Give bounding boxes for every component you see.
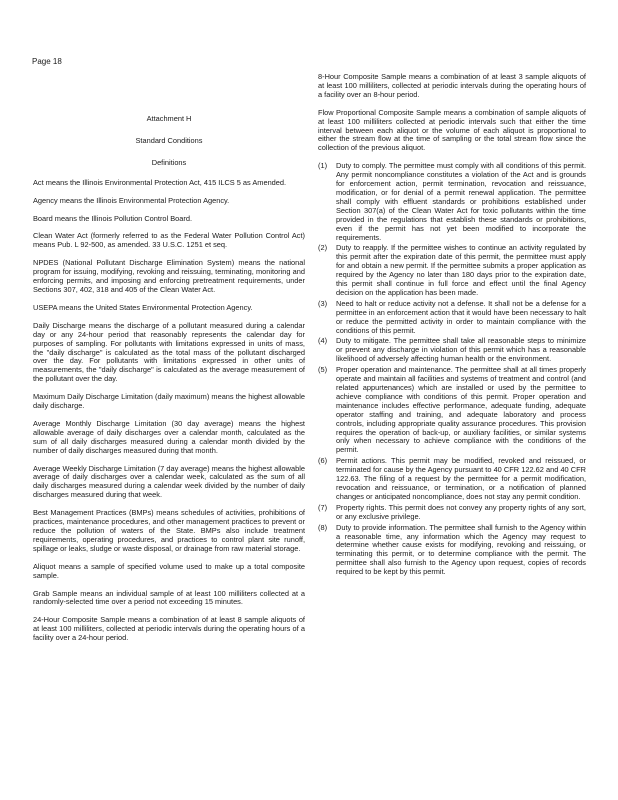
definition-text: means the Illinois Environmental Protection Agency. [57,195,230,205]
condition-text: It shall not be a defense for a permittee in an enforcement action that it would have been necessary to halt or reduce the permitted activity in order to maintain compliance with the conditions of this permit. [336,298,587,335]
definition [33,616,305,643]
definition-term: Average Weekly Discharge Limitation [33,463,156,473]
condition-item [318,524,586,577]
definition-term: Maximum Daily Discharge Limitation [33,392,153,402]
definition-text: (7 day average) means the highest allowable average of daily discharges over a calendar week, calculated as the sum of all daily discharges measured during a calendar week divided by the number of daily discharges measured during that week. [33,463,305,500]
definition-text: means the discharge of a pollutant measured during a calendar day or any 24-hour period that reasonably represents the calendar day for purposes of sampling. For pollutants with limitations expressed in units of mass, the "daily discharge" is calculated as the total mass of the pollutant discharged over the day. For pollutants with limitations expressed in other units of measurements, the "daily discharge" is calculated as the average measurement of the pollutant over the day. [33,320,305,384]
definition-text: means a combination of at least 8 sample aliquots of at least 100 milliliters, collected at periodic intervals during the operating hours of a facility over a 24-hour period. [33,615,305,643]
condition-number: (8) [318,522,328,532]
definition-term: Clean Water Act [33,231,88,241]
condition-item [318,457,586,502]
condition-item [318,300,586,336]
definition-term: Agency [33,195,58,205]
definition [33,304,305,313]
condition-title: Duty to reapply. [336,243,389,253]
definition [33,509,305,554]
definition-text: means the Illinois Environmental Protection Act, 415 ILCS 5 as Amended. [43,177,287,187]
condition-title: Permit actions. [336,456,387,466]
definition-text: means an individual sample of at least 100 milliliters collected at a randomly-selected time over a period not exceeding 15 minutes. [33,588,305,607]
definition [33,563,305,581]
definition-text: (BMPs) means schedules of activities, prohibitions of practices, maintenance procedures, and other management practices to prevent or reduce the pollution of waters of the State. BMPs also include treatment requirements, operating procedures, and practices to control plant site runoff, spillage or leaks, sludge or waste disposal, or drainage from raw material storage. [33,508,305,553]
condition-text: The permittee must comply with all conditions of this permit. Any permit noncompliance constitutes a violation of the Act and is grounds for enforcement action, permit termination, revocation and reissuance, modification, or for denial of a permit renewal application. The permittee shall comply with effluent standards or prohibitions established under Section 307(a) of the Clean Water Act for toxic pollutants within the time provided in the regulations that establish these standards or prohibitions, even if the permit has not yet been modified to incorporate the requirements. [336,161,586,242]
definition-text: means the Illinois Pollution Control Board. [52,213,192,223]
definition-term: Grab Sample [33,588,78,598]
condition-title: Property rights. [336,502,387,512]
standard-conditions-heading: Standard Conditions [135,135,203,145]
condition-text: This permit does not convey any property rights of any sort, or any exclusive privilege. [336,502,586,521]
condition-item [318,366,586,455]
condition-item [318,504,586,522]
definition-text: means the United States Environmental Protection Agency. [57,302,253,312]
condition-item [318,337,586,364]
condition-number: (4) [318,336,328,346]
condition-text: The permittee shall furnish to the Agency within a reasonable time, any information which the Agency may request to determine whether cause exists for modifying, revoking and reissuing, or terminating this permit, or to determine compliance with the permit. The permittee shall also furnish to the Agency upon request, copies of records required to be kept by this permit. [336,522,587,577]
definition [33,232,305,250]
definition-text: (National Pollutant Discharge Elimination System) means the national program for issuing, modifying, revoking and reissuing, terminating, monitoring and enforcing permits, and imposing and enforcing pretreatment requirements, under Sections 307, 402, 318 and 405 of the Clean Water Act. [33,258,305,294]
condition-title: Proper operation and maintenance. [336,365,453,375]
definition-term: Act [33,177,44,187]
condition-number: (1) [318,161,328,171]
condition-number: (7) [318,502,328,512]
definition-term: Board [33,213,53,223]
definition-text: (daily maximum) means the highest allowable daily discharge. [33,392,305,411]
definition-text: (formerly referred to as the Federal Water Pollution Control Act) means Pub. L 92-500, as amended. 33 U.S.C. 1251 et seq. [33,231,305,250]
definition [33,420,305,456]
definition-term: Flow Proportional Composite Sample [318,107,442,117]
condition-number: (5) [318,365,328,375]
condition-text: The permittee shall at all times properly operate and maintain all facilities and systems of treatment and control (and related appurtenances) which are installed or used by the permittee to achieve compliance with conditions of this permit. Proper operation and maintenance includes effective performance, adequate funding, adequate operator staffing and training, and adequate laboratory and process controls, including appropriate quality assurance procedures. This provision requires the operation of back-up, or auxiliary facilities, or similar systems only when necessary to achieve compliance with the conditions of the permit. [336,365,586,455]
left-definitions [33,179,305,643]
definition-text: means a sample of specified volume used to make up a total composite sample. [33,561,305,580]
definition-term: Daily Discharge [33,320,86,330]
definition-text: (30 day average) means the highest allowable average of daily discharges over a calendar month, calculated as the sum of all daily discharges measured during a calendar month divided by the number of daily discharges measured during that month. [33,418,305,455]
condition-text: This permit may be modified, revoked and reissued, or terminated for cause by the Agency pursuant to 40 CFR 122.62 and 40 CFR 122.63. The filing of a request by the permittee for a permit modification, revocation and reissuance, or termination, or a notification of planned changes or anticipated noncompliance, does not stay any permit condition. [336,456,586,501]
definition-term: NPDES [33,258,59,268]
definition [33,465,305,501]
definition [318,109,586,154]
definition [33,197,305,206]
definition [33,393,305,411]
right-column [318,73,586,579]
condition-item [318,162,586,242]
left-column [33,73,305,652]
condition-title: Duty to mitigate. [336,336,391,346]
definition-text: means a combination of at least 3 sample aliquots of at least 100 milliliters, collected at periodic intervals during the operating hours of a facility over an 8-hour period. [318,72,586,99]
condition-number: (3) [318,298,328,308]
definition-text: means a combination of sample aliquots of at least 100 milliliters collected at periodic intervals such that either the time interval between each aliquot or the volume of each aliquot is proportional to either the stream flow at the time of sampling or the total stream flow since the collection of the previous aliquot. [318,107,586,153]
conditions-list [318,162,586,577]
condition-number: (6) [318,456,328,466]
definition-term: Aliquot [33,561,56,571]
condition-item [318,244,586,297]
definition-term: USEPA [33,302,58,312]
condition-text: The permittee shall take all reasonable steps to minimize or prevent any discharge in violation of this permit which has a reasonable likelihood of adversely affecting human health or the environment. [336,336,586,364]
condition-text: If the permittee wishes to continue an activity regulated by this permit after the expiration date of this permit, the permittee must apply for and obtain a new permit. If the permittee submits a proper application as required by the Agency no later than 180 days prior to the expiration date, this permit shall continue in full force and effect until the final Agency decision on the application has been made. [336,243,586,297]
definition-term: Average Monthly Discharge Limitation [33,418,167,428]
definition [318,73,586,100]
condition-title: Duty to comply. [336,161,387,171]
condition-number: (2) [318,243,328,253]
definitions-heading: Definitions [151,157,187,167]
definition [33,259,305,295]
definition-term: 8-Hour Composite Sample [318,72,407,81]
attachment-heading: Attachment H [146,114,192,123]
page-number: Page 18 [32,57,62,66]
definition [33,590,305,608]
definition-term: 24-Hour Composite Sample [33,615,126,625]
condition-title: Duty to provide information. [336,522,428,532]
condition-title: Need to halt or reduce activity not a defense. [336,298,486,308]
definition [33,215,305,224]
right-definitions [318,73,586,153]
definition [33,179,305,188]
definition [33,322,305,384]
definition-term: Best Management Practices [33,508,127,518]
